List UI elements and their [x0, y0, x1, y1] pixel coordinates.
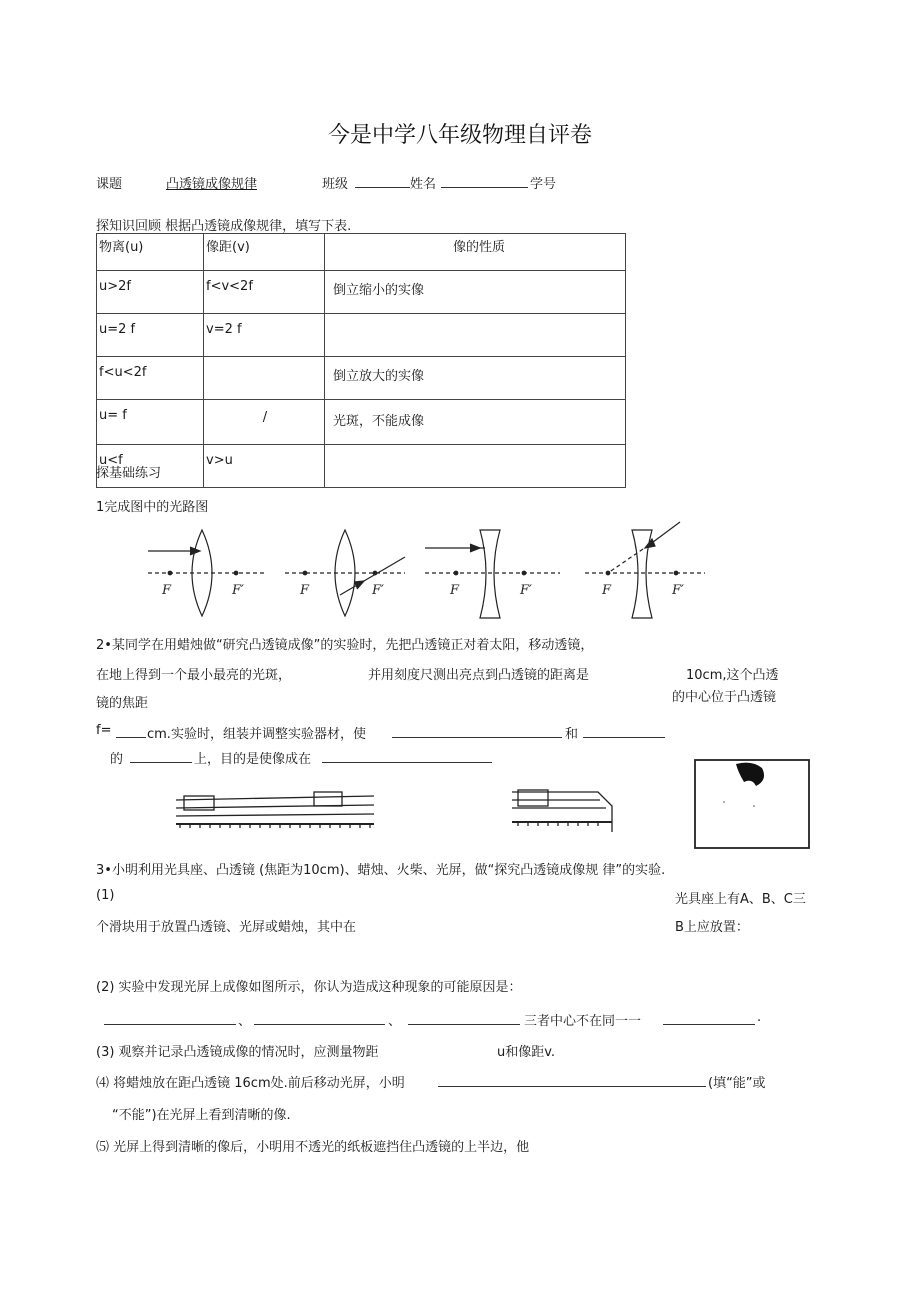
q2-line1: 2•某同学在用蜡烛做“研究凸透镜成像”的实验时，先把凸透镜正对着太阳，移动透镜，: [96, 638, 594, 653]
q2-line4b: cm.实验时，组装并调整实验器材，使: [147, 727, 366, 742]
q3-p5: ⑸ 光屏上得到清晰的像后，小明用不透光的纸板遮挡住凸透镜的上半边，他: [96, 1140, 530, 1155]
q3-intro: 3•小明利用光具座、凸透镜 (焦距为10cm)、蜡烛、火柴、光屏，做“探究凸透镜成像规 律”的实验.: [96, 863, 666, 878]
q2-line2b: 并用刻度尺测出亮点到凸透镜的距离是: [368, 668, 590, 683]
focus-label: F: [162, 583, 172, 598]
cell-v: v>u: [204, 445, 325, 488]
header-image-property: 像的性质: [325, 234, 626, 271]
convex-lens-diagram-1: [148, 530, 265, 616]
reason-blank-2[interactable]: [254, 1012, 385, 1025]
q3-p2: (2) 实验中发现光屏上成像如图所示，你认为造成这种现象的可能原因是：: [96, 980, 522, 995]
convex-lens-diagram-2: [285, 530, 405, 616]
reason-blank-1[interactable]: [104, 1012, 236, 1025]
cell-property: 光斑，不能成像: [325, 400, 626, 445]
imaging-rules-table: [96, 233, 626, 488]
cell-u: u<f: [97, 445, 204, 488]
focus-prime-label: F′: [232, 583, 244, 598]
can-see-image-blank[interactable]: [438, 1074, 706, 1087]
focus-label: F: [450, 583, 460, 598]
cell-property-blank[interactable]: [325, 445, 626, 488]
q2-line2a: 在地上得到一个最小最亮的光斑，: [96, 668, 292, 683]
concave-lens-diagram-2: [585, 522, 705, 618]
name-blank[interactable]: [441, 175, 528, 188]
q3-p4a: ⑷ 将蜡烛放在距凸透镜 16cm处.前后移动光屏，小明: [96, 1076, 405, 1091]
focus-prime-label: F′: [672, 583, 684, 598]
reason-blank-3[interactable]: [408, 1012, 520, 1025]
table-row: [97, 445, 626, 488]
q3-p2-sep2: 、: [388, 1014, 402, 1029]
table-row: [97, 400, 626, 445]
cell-property: 倒立缩小的实像: [325, 271, 626, 314]
cell-v: /: [204, 400, 325, 445]
review-intro: 探知识回顾 根据凸透镜成像规律，填写下表.: [96, 219, 352, 234]
q2-line4c: 和: [565, 727, 579, 742]
concave-lens-diagram-1: [425, 530, 560, 618]
topic-value: 凸透镜成像规律: [166, 177, 258, 192]
focus-label: F: [602, 583, 612, 598]
q3-p1-right: 光具座上有A、B、C三: [675, 892, 806, 907]
q3-p1-num: (1): [96, 888, 115, 903]
class-label: 班级: [322, 177, 349, 192]
class-blank[interactable]: [355, 175, 410, 188]
focus-label: F: [300, 583, 310, 598]
center-blank-3[interactable]: [130, 750, 192, 763]
table-header-row: [97, 234, 626, 271]
cell-u: u=2 f: [97, 314, 204, 357]
q2-line5a: 的: [110, 752, 124, 767]
q2-line3a: 镜的焦距: [96, 696, 149, 711]
q3-p3b: u和像距v.: [497, 1045, 556, 1060]
q3-p4c: “不能”)在光屏上看到清晰的像.: [112, 1108, 291, 1123]
reason-blank-4[interactable]: [663, 1012, 755, 1025]
q2-line2c: 10cm,这个凸透: [686, 668, 779, 683]
table-row: [97, 271, 626, 314]
focal-length-blank[interactable]: [116, 725, 146, 738]
q3-p4b: (填“能”或: [708, 1076, 766, 1091]
cell-property: 倒立放大的实像: [325, 357, 626, 400]
image-position-blank[interactable]: [322, 750, 492, 763]
header-image-distance: 像距(v): [204, 234, 325, 271]
cell-u: f<u<2f: [97, 357, 204, 400]
name-label: 姓名: [410, 177, 437, 192]
header-object-distance: 物离(u): [97, 234, 204, 271]
cell-v: v=2 f: [204, 314, 325, 357]
page-title: 今是中学八年级物理自评卷: [327, 123, 592, 148]
q3-p2-sep1: 、: [238, 1014, 252, 1029]
q3-p1-line2: 个滑块用于放置凸透镜、光屏或蜡烛，其中在: [96, 920, 357, 935]
optical-bench-long-image: [170, 784, 380, 832]
cell-u: u>2f: [97, 271, 204, 314]
table-row: [97, 357, 626, 400]
q2-line3b: 的中心位于凸透镜: [672, 690, 777, 705]
table-row: [97, 314, 626, 357]
cell-v: f<v<2f: [204, 271, 325, 314]
optical-bench-short-image: [508, 786, 618, 836]
number-label: 学号: [530, 177, 557, 192]
q1-text: 1完成图中的光路图: [96, 500, 209, 515]
center-blank-2[interactable]: [583, 725, 665, 738]
light-screen-image: [694, 758, 812, 850]
cell-v-blank[interactable]: [204, 357, 325, 400]
q3-p2-tail: 三者中心不在同一一: [524, 1014, 642, 1029]
q2-line4a: f=: [96, 723, 112, 738]
q3-p3a: (3) 观察并记录凸透镜成像的情况时，应测量物距: [96, 1045, 379, 1060]
q3-p1-line2-right: B上应放置：: [675, 920, 749, 935]
center-blank-1[interactable]: [392, 725, 562, 738]
q3-p2-end: .: [757, 1010, 762, 1025]
cell-u: u= f: [97, 400, 204, 445]
topic-label: 课题: [96, 177, 123, 192]
focus-prime-label: F′: [520, 583, 532, 598]
cell-property-blank[interactable]: [325, 314, 626, 357]
lens-ray-diagrams: [140, 518, 710, 623]
q2-line5b: 上，目的是使像成在: [194, 752, 312, 767]
focus-prime-label: F′: [372, 583, 384, 598]
practice-heading: 探基础练习: [96, 466, 162, 481]
